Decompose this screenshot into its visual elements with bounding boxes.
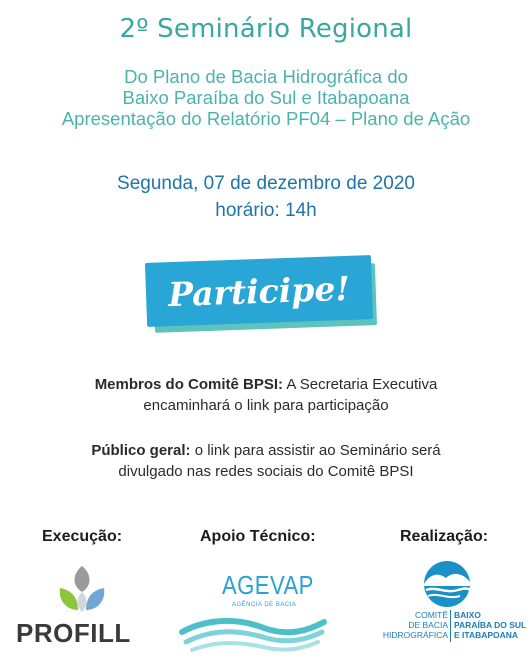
event-date: Segunda, 07 de dezembro de 2020 bbox=[117, 173, 415, 194]
bpsi-right-text bbox=[454, 610, 526, 640]
subtitle-line-2: Baixo Paraíba do Sul e Itabapoana bbox=[122, 87, 410, 108]
profill-leaf-icon bbox=[12, 562, 152, 620]
apoio-label: Apoio Técnico: bbox=[200, 528, 316, 545]
subtitle-line-3: Apresentação do Relatório PF04 – Plano de Ação bbox=[61, 108, 471, 129]
agevap-waves-icon bbox=[178, 610, 328, 660]
bpsi-divider bbox=[450, 610, 451, 642]
members-text-1: A Secretaria Executiva bbox=[286, 376, 438, 393]
public-info bbox=[0, 440, 532, 482]
agevap-logo bbox=[178, 562, 328, 658]
profill-wordmark: PROFILL bbox=[16, 618, 131, 648]
subtitle-line-1: Do Plano de Bacia Hidrográfica do bbox=[124, 66, 408, 87]
bpsi-logo bbox=[378, 560, 527, 660]
bpsi-left-text bbox=[383, 610, 448, 640]
public-text-2: divulgado nas redes sociais do Comitê BPSI bbox=[118, 463, 414, 480]
bpsi-right-line-3: E ITABAPOANA bbox=[454, 630, 519, 640]
bpsi-emblem-icon bbox=[412, 560, 482, 608]
bpsi-left-line-2: DE BACIA bbox=[408, 620, 448, 630]
public-label: Público geral: bbox=[91, 442, 191, 459]
schedule bbox=[0, 170, 532, 224]
bpsi-right-line-1: BAIXO bbox=[454, 610, 481, 620]
bpsi-left-line-1: COMITÊ bbox=[414, 610, 448, 620]
participe-button[interactable]: Participe! bbox=[145, 255, 373, 327]
subtitle bbox=[0, 66, 532, 129]
members-info bbox=[0, 374, 532, 416]
agevap-wordmark: AGEVAP bbox=[222, 570, 314, 600]
public-text-1: o link para assistir ao Seminário será bbox=[194, 442, 441, 459]
bpsi-right-line-2: PARAÍBA DO SUL bbox=[454, 620, 527, 630]
participe-button-wrap bbox=[146, 255, 378, 333]
profill-logo bbox=[12, 562, 152, 652]
members-text-2: encaminhará o link para participação bbox=[143, 397, 389, 414]
execucao-label: Execução: bbox=[42, 528, 123, 545]
realizacao-label: Realização: bbox=[400, 528, 489, 545]
page-title: 2º Seminário Regional bbox=[119, 14, 413, 44]
event-time: horário: 14h bbox=[215, 200, 317, 221]
members-label: Membros do Comitê BPSI: bbox=[94, 376, 284, 393]
agevap-subtitle: AGÊNCIA DE BACIA bbox=[232, 602, 297, 608]
bpsi-left-line-3: HIDROGRÁFICA bbox=[382, 630, 448, 640]
